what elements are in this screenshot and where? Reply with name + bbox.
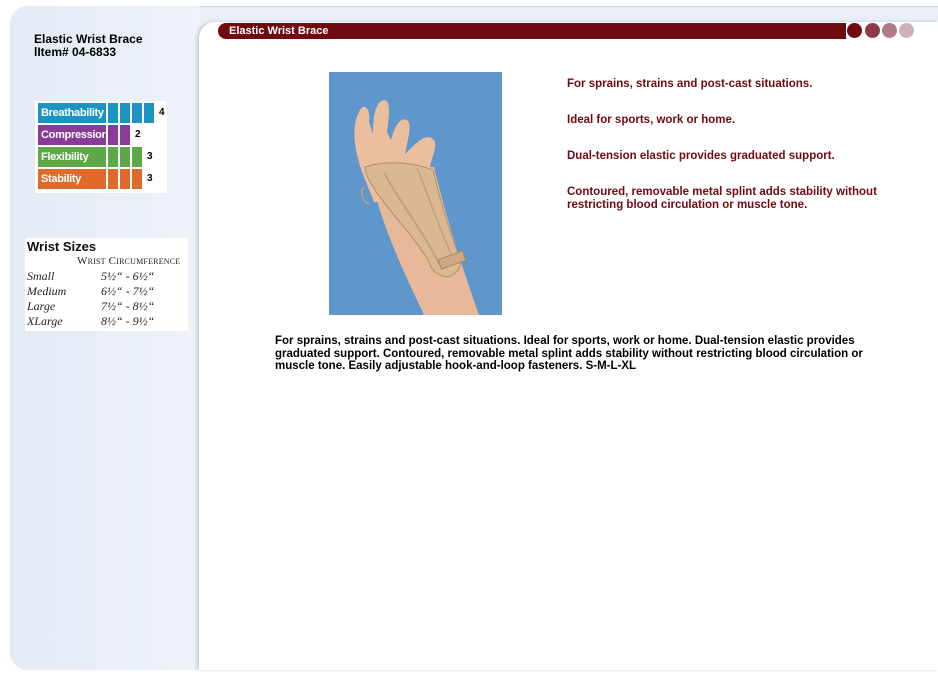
size-row: [27, 299, 187, 314]
item-number: lItem# 04-6833: [34, 45, 117, 59]
rating-segment: [132, 147, 142, 167]
title-bar: [218, 23, 846, 39]
sizes-column-header: Wrist Circumference: [77, 255, 181, 267]
rating-value: 2: [135, 129, 141, 140]
size-row: [27, 269, 187, 284]
rating-segment: [120, 125, 130, 145]
rating-segment: [108, 169, 118, 189]
rating-segment: [120, 147, 130, 167]
decor-dot: [899, 23, 914, 38]
rating-segment: [108, 103, 118, 123]
size-range: 8½“ - 9½“: [101, 314, 155, 328]
product-description: For sprains, strains and post-cast situations. Ideal for sports, work or home. Dual-tension elastic provides graduated support. Contoured, removable metal splint adds stability without restricting blood circulation or muscle tone. Easily adjustable hook-and-loop fasteners. S-M-L-XL: [275, 335, 863, 372]
page-title: Elastic Wrist Brace: [229, 25, 329, 37]
size-name: Small: [27, 269, 55, 283]
rating-label: Stability: [38, 169, 106, 189]
size-name: XLarge: [27, 314, 63, 328]
product-photo: [329, 72, 502, 315]
rating-segment: [132, 169, 142, 189]
size-name: Medium: [27, 284, 67, 298]
size-name: Large: [27, 299, 56, 313]
decor-dot: [847, 23, 862, 38]
rating-segment: [108, 125, 118, 145]
size-range: 7½“ - 8½“: [101, 299, 155, 313]
rating-value: 3: [147, 151, 153, 162]
product-heading: [34, 33, 184, 59]
rating-value: 4: [159, 107, 165, 118]
rating-label: Compression: [38, 125, 106, 145]
rating-segment: [144, 103, 154, 123]
rating-segment: [108, 147, 118, 167]
size-range: 5½“ - 6½“: [101, 269, 155, 283]
decor-dot: [882, 23, 897, 38]
size-row: [27, 284, 187, 299]
size-row: [27, 314, 187, 329]
wrist-brace-illustration: [329, 72, 502, 315]
rating-segment: [120, 103, 130, 123]
feature-item: Ideal for sports, work or home.: [567, 114, 736, 126]
product-name: Elastic Wrist Brace: [34, 32, 143, 46]
sizes-title: Wrist Sizes: [27, 239, 97, 254]
rating-label: Breathability: [38, 103, 106, 123]
rating-value: 3: [147, 173, 153, 184]
wrist-sizes-table: [25, 238, 188, 331]
rating-segment: [120, 169, 130, 189]
size-range: 6½“ - 7½“: [101, 284, 155, 298]
rating-label: Flexibility: [38, 147, 106, 167]
rating-segment: [132, 103, 142, 123]
decor-dot: [865, 23, 880, 38]
feature-item: For sprains, strains and post-cast situations.: [567, 78, 813, 90]
ratings-chart: [35, 101, 167, 193]
feature-item: Dual-tension elastic provides graduated support.: [567, 150, 835, 162]
feature-item: Contoured, removable metal splint adds stability without restricting blood circulation or muscle tone.: [567, 186, 877, 211]
